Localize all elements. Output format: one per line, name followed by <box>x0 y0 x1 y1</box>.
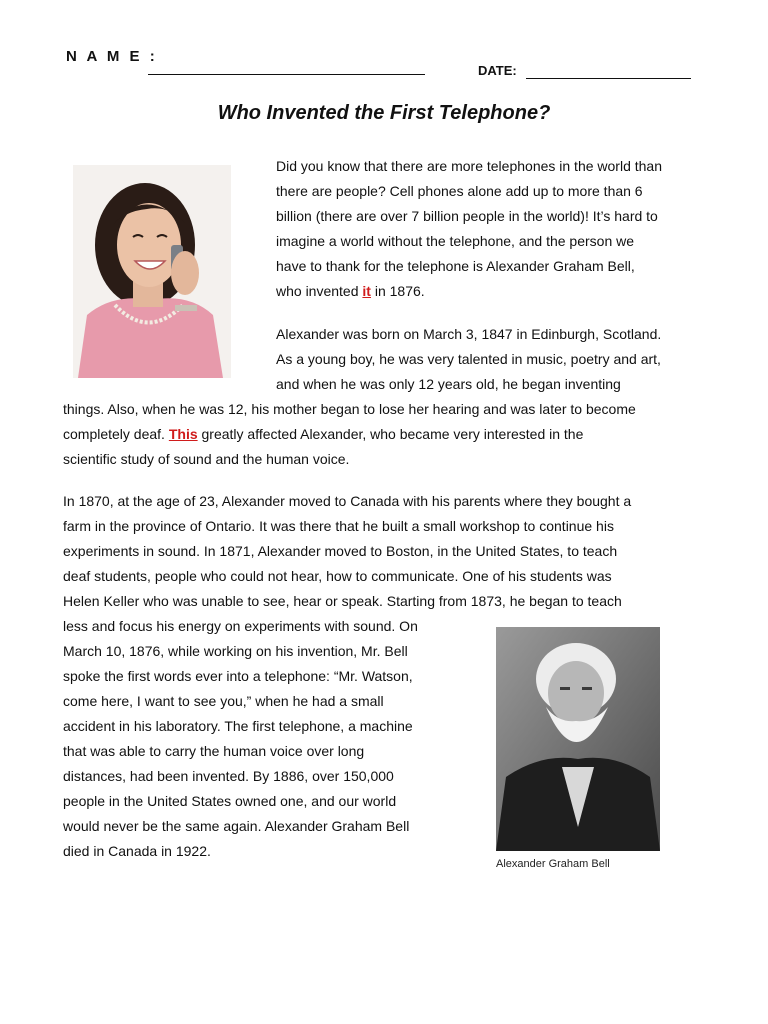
name-blank-line[interactable] <box>148 60 425 75</box>
intro-line: there are people? Cell phones alone add up to more than 6 <box>276 183 643 199</box>
canada-line: farm in the province of Ontario. It was there that he built a small workshop to continue his <box>63 518 614 534</box>
canada-line: In 1870, at the age of 23, Alexander moved to Canada with his parents where they bought a <box>63 493 632 509</box>
intro-paragraph <box>276 154 716 304</box>
birth-line: completely deaf. <box>63 426 169 442</box>
canada-line: Helen Keller who was unable to see, hear or speak. Starting from 1873, he began to teach <box>63 593 622 609</box>
intro-line: Did you know that there are more telephones in the world than <box>276 158 663 174</box>
bell-photo-caption: Alexander Graham Bell <box>496 858 610 870</box>
canada-line: deaf students, people who could not hear, how to communicate. One of his students was <box>63 568 612 584</box>
intro-line: who invented <box>276 283 363 299</box>
canada-line: people in the United States owned one, and our world <box>63 793 397 809</box>
canada-line: accident in his laboratory. The first telephone, a machine <box>63 718 413 734</box>
birth-line: scientific study of sound and the human voice. <box>63 451 350 467</box>
canada-paragraph-bottom <box>63 614 483 864</box>
name-label: N A M E : <box>66 48 158 65</box>
date-label: DATE: <box>478 63 517 78</box>
canada-line: experiments in sound. In 1871, Alexander moved to Boston, in the United States, to teach <box>63 543 618 559</box>
canada-line: distances, had been invented. By 1886, over 150,000 <box>63 768 394 784</box>
intro-line: imagine a world without the telephone, and the person we <box>276 233 635 249</box>
highlighted-word-this: This <box>168 426 198 442</box>
canada-line: would never be the same again. Alexander Graham Bell <box>63 818 410 834</box>
birth-paragraph-top <box>276 322 726 397</box>
intro-line: have to thank for the telephone is Alexander Graham Bell, <box>276 258 635 274</box>
canada-line: that was able to carry the human voice over long <box>63 743 365 759</box>
intro-line: billion (there are over 7 billion people in the world)! It’s hard to <box>276 208 658 224</box>
bell-portrait-photo <box>496 627 660 851</box>
intro-line: in 1876. <box>370 283 425 299</box>
birth-line: and when he was only 12 years old, he began inventing <box>276 376 621 392</box>
canada-line: died in Canada in 1922. <box>63 843 211 859</box>
birth-paragraph-bottom <box>63 397 743 472</box>
woman-on-phone-photo <box>73 165 231 378</box>
canada-paragraph-top <box>63 489 743 614</box>
birth-line: things. Also, when he was 12, his mother began to lose her hearing and was later to become <box>63 401 636 417</box>
worksheet-title: Who Invented the First Telephone? <box>217 102 551 124</box>
canada-line: March 10, 1876, while working on his invention, Mr. Bell <box>63 643 408 659</box>
highlighted-word-it: it <box>362 283 371 299</box>
birth-line: Alexander was born on March 3, 1847 in Edinburgh, Scotland. <box>276 326 662 342</box>
birth-line: greatly affected Alexander, who became very interested in the <box>197 426 584 442</box>
canada-line: spoke the first words ever into a telephone: “Mr. Watson, <box>63 668 413 684</box>
canada-line: come here, I want to see you,” when he had a small <box>63 693 384 709</box>
date-blank-line[interactable] <box>526 64 691 79</box>
canada-line: less and focus his energy on experiments with sound. On <box>63 618 418 634</box>
birth-line: As a young boy, he was very talented in music, poetry and art, <box>276 351 661 367</box>
